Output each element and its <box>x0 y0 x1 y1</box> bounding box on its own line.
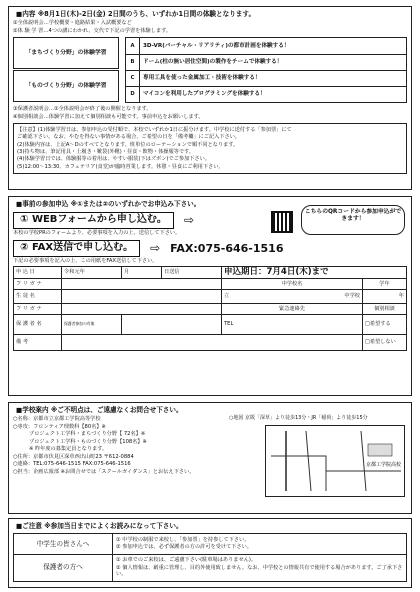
course-table <box>13 37 407 103</box>
consult-no-checkbox[interactable]: □希望しない <box>363 334 407 350</box>
web-form-option[interactable]: ① WEBフォームから申し込む。 <box>13 212 174 229</box>
info-line: プロジェクト工学科・ものづくり分野【108名】※ <box>29 438 147 445</box>
access-line: ○地図 京阪「深草」より徒歩13分・JR「稲荷」より徒歩15分 <box>229 415 368 421</box>
qr-code-icon[interactable] <box>271 211 293 233</box>
course-row-d: D マイコンを利用したプログラミングを体験する！ <box>126 86 406 102</box>
flyer <box>8 6 412 588</box>
notice-line: ② 個人情報は、厳重に管理し、目的外使用致しません。なお、中学校との情報共有で使用する場合があります。ご了承下さい。 <box>116 564 403 578</box>
parent-notice <box>13 555 407 582</box>
form-label: 申 込 日 <box>14 267 62 279</box>
info-line: ○住所：京都市伏見区深草西出山町23 〒612-0884 <box>13 453 134 460</box>
info-line: ○名称：京都市立京都工学院高等学校 <box>13 416 101 423</box>
note-line: ③保護者説明会…①全体説明会が終了後の開催となります。 <box>13 106 152 113</box>
application-title: ■事前の参加申込 ※①または②のいずれかでお申込み下さい。 <box>16 200 201 208</box>
student-name-field[interactable] <box>62 289 222 303</box>
info-line: ※ 昨年度の募集定員となります。 <box>29 446 108 453</box>
course-row-a: A 3D-VR(バーチャル・リアリティ)の都市計画を体験する！ <box>126 38 406 54</box>
tel-field[interactable]: TEL <box>222 314 363 334</box>
form-label: 保 護 者 名 <box>14 314 62 334</box>
form-label: フ リ ガ ナ <box>14 278 62 289</box>
caution-line: (5)12:00～13:30、カフェテリア(食堂)が臨時営業します。休憩・昼食にご利用下さい。 <box>17 163 224 170</box>
course-row-b: B ドーム(柱の無い居住空間)の製作をチームで体験する！ <box>126 54 406 70</box>
info-line: プロジェクト工学科・まちづくり分野【 72名】※ <box>29 431 146 438</box>
parent-label: 保護者の方へ <box>13 555 113 582</box>
content-section <box>8 6 412 190</box>
form-label: 生 徒 名 <box>14 289 62 303</box>
school-info-section <box>8 402 412 514</box>
form-label: 保護者参加の有無 <box>62 314 122 334</box>
map-school-label: 京都工学院高校 <box>366 462 402 468</box>
course-group-machizukuri: 「まちづくり分野」の体験学習 <box>13 37 119 69</box>
application-section <box>8 196 412 396</box>
form-label: 備 考 <box>14 334 62 350</box>
fax-number: FAX:075-646-1516 <box>170 241 284 255</box>
notice-line: ① 中学校の制服で来校し、「参加票」を持参して下さい。 <box>116 537 250 544</box>
form-label: 緊急連絡先 <box>222 303 363 314</box>
consult-yes-checkbox[interactable]: □希望する <box>363 314 407 334</box>
info-line: ○担当：企画広報部 ※お問合せでは「スクールガイダンス」とお伝え下さい。 <box>13 468 195 475</box>
content-line: ①全体説明会…学校概要・進路結果・入試概要など <box>13 20 132 27</box>
form-cell[interactable]: 令和元年 <box>62 267 122 279</box>
arrow-right-icon: ⇨ <box>183 212 194 227</box>
remarks-field[interactable] <box>62 334 363 350</box>
caution-line: ご確認下さい。なお、やむを得ない事情がある場合、ご希望の日を「備考欄」にご記入下さい。 <box>17 134 241 141</box>
map-drawing <box>266 426 404 496</box>
form-cell[interactable]: 立 中学校 <box>222 289 363 303</box>
course-group-monozukuri: 「ものづくり分野」の体験学習 <box>13 70 119 102</box>
form-cell[interactable]: 月 <box>122 267 162 279</box>
caution-line: (4)体験学習日では、体験服等の着用は、やすい服装(下はズボン)でご参加下さい。 <box>17 156 210 163</box>
form-label: 学年 <box>363 278 407 289</box>
note-line: ④個別相談会…体験学習に加えて個別相談も可能です。事前申込をお願いします。 <box>13 113 204 120</box>
form-cell[interactable]: 年 <box>363 289 407 303</box>
content-notes <box>13 106 407 120</box>
form-label: フ リ ガ ナ <box>14 303 62 314</box>
form-label: 個別相談 <box>363 303 407 314</box>
access-map <box>265 425 405 497</box>
deadline: 申込期日：7月4日(木)まで <box>222 267 407 279</box>
form-label: 中学校名 <box>222 278 363 289</box>
arrow-right-icon: ⇨ <box>150 240 161 255</box>
qr-callout: こちらのQRコードから参加申込ができます！ <box>301 205 405 235</box>
form-cell[interactable]: 日送信 <box>162 267 222 279</box>
caution-line: 【注意】(1)体験学習日は、参加申込の受付順で、本校でいずれか1日に振分けます。中学校に送付する「参加票」にて <box>17 127 292 134</box>
fax-note: 下記の必要事項を記入の上、この用紙をFAX送信して下さい。 <box>13 257 158 264</box>
caution-box <box>13 123 407 174</box>
application-form <box>13 266 407 351</box>
content-title: ■内容 ※8月1日(木)-2日(金) 2日間のうち、いずれか1日間の体験となります。 <box>16 10 256 18</box>
school-building-icon <box>368 444 392 456</box>
notice-section <box>8 518 412 588</box>
content-lines <box>13 20 407 34</box>
info-line: ○連絡：TEL:075-646-1515 FAX:075-646-1516 <box>13 461 131 468</box>
parent-name-field[interactable] <box>122 314 222 334</box>
info-line: ○専攻：フロンティア理数科【80名】※ <box>13 423 106 430</box>
notice-line: ① お車でのご来校は、ご遠慮下さい(駐車場はありません)。 <box>116 557 257 564</box>
notice-title: ■ご注意 ※参加当日までによくお読みになって下さい。 <box>16 522 183 530</box>
student-label: 中学生の皆さんへ <box>13 533 113 554</box>
school-info-title: ■学校案内 ※ご不明点は、ご遠慮なくお問合せ下さい。 <box>16 406 183 414</box>
caution-line: (3)持ち物は、筆記用具・上履き・靴袋(外靴)・昼食・飲物・体操服等です。 <box>17 148 194 155</box>
notice-line: ② 参加申込では、必ず保護者の方の許可を受けて下さい。 <box>116 544 252 551</box>
course-row-c: C 専用工具を使った金属加工・技術を体験する！ <box>126 70 406 86</box>
caution-line: (2)体験内容は、上記A～Dのすべてとなります。班単位のローテーションで順不同となります。 <box>17 141 239 148</box>
web-note: 本校の学校PRのフォームより、必要事項を入力の上、送信して下さい。 <box>13 229 181 236</box>
content-line: ②体 験 学 習…4つの講にわかれ、交代で下記の学習を体験します。 <box>13 27 172 34</box>
fax-option: ② FAX送信で申し込む。 <box>13 240 140 257</box>
student-notice <box>13 533 407 554</box>
